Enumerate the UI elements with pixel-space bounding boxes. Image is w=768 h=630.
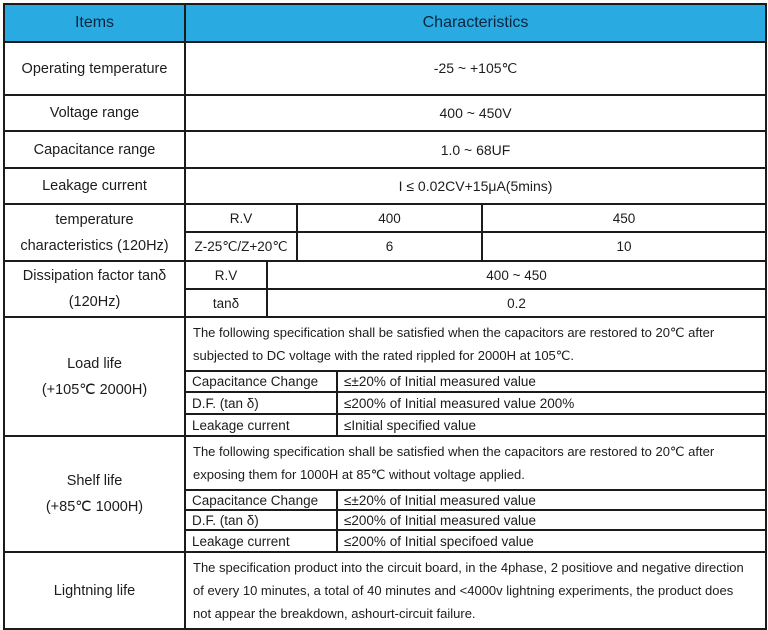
- dissipation-label-line2: (120Hz): [68, 294, 121, 310]
- load-life-label-line2: (+105℃ 2000H): [41, 381, 148, 398]
- row-leakage-current: [4, 168, 766, 204]
- table-header-row: [4, 4, 766, 42]
- dissipation-tand-value: 0.2: [267, 289, 766, 317]
- row-voltage-range: [4, 95, 766, 131]
- temp-characteristics-label-line2: characteristics (120Hz): [20, 237, 169, 254]
- load-life-df-param: D.F. (tan δ): [185, 392, 337, 414]
- load-life-description-line1: The following specification shall be satisfied when the capacitors are restored to 20℃ after: [193, 325, 715, 340]
- shelf-life-df-value: ≤200% of Initial measured value: [337, 510, 766, 530]
- shelf-life-label-line1: Shelf life: [66, 473, 123, 489]
- temp-char-z-450: 10: [482, 232, 766, 261]
- shelf-life-description-line1: The following specification shall be satisfied when the capacitors are restored to 20℃ after: [193, 444, 715, 459]
- row-lightning-life: [4, 552, 766, 629]
- dissipation-rv-param: R.V: [185, 261, 267, 289]
- row-shelf-life-description: [4, 436, 766, 490]
- lightning-life-label: Lightning life: [4, 552, 185, 629]
- header-items-cell: Items: [4, 4, 185, 42]
- dissipation-tand-param: tanδ: [185, 289, 267, 317]
- row-capacitance-range: [4, 131, 766, 168]
- spec-table: [3, 3, 767, 630]
- load-life-df-value: ≤200% of Initial measured value 200%: [337, 392, 766, 414]
- lightning-life-description: [185, 552, 766, 629]
- capacitance-range-value: 1.0 ~ 68UF: [185, 131, 766, 168]
- lightning-life-description-line2: of every 10 minutes, a total of 40 minutes and <4000v lightning experiments, the product does: [193, 583, 734, 598]
- dissipation-label-line1: Dissipation factor tanδ: [22, 268, 167, 284]
- load-life-label: [4, 317, 185, 436]
- capacitance-range-label: Capacitance range: [4, 131, 185, 168]
- shelf-life-capacitance-change-value: ≤±20% of Initial measured value: [337, 490, 766, 510]
- shelf-life-df-param: D.F. (tan δ): [185, 510, 337, 530]
- voltage-range-label: Voltage range: [4, 95, 185, 131]
- temp-char-rv-param: R.V: [185, 204, 297, 232]
- shelf-life-leakage-value: ≤200% of Initial specifoed value: [337, 530, 766, 552]
- temp-char-z-param: Z-25℃/Z+20℃: [185, 232, 297, 261]
- load-life-leakage-value: ≤Initial specified value: [337, 414, 766, 436]
- row-operating-temperature: [4, 42, 766, 95]
- shelf-life-description-line2: exposing them for 1000H at 85℃ without voltage applied.: [193, 467, 525, 482]
- load-life-description: [185, 317, 766, 371]
- voltage-range-value: 400 ~ 450V: [185, 95, 766, 131]
- header-characteristics-cell: Characteristics: [185, 4, 766, 42]
- shelf-life-description: [185, 436, 766, 490]
- leakage-current-label: Leakage current: [4, 168, 185, 204]
- row-temp-characteristics-rv: [4, 204, 766, 232]
- lightning-life-description-line1: The specification product into the circuit board, in the 4phase, 2 positiove and negative direction: [193, 560, 744, 575]
- operating-temperature-value: -25 ~ +105℃: [185, 42, 766, 95]
- load-life-label-line1: Load life: [67, 355, 122, 372]
- temp-char-rv-450: 450: [482, 204, 766, 232]
- row-load-life-description: [4, 317, 766, 371]
- temp-char-rv-400: 400: [297, 204, 482, 232]
- shelf-life-leakage-param: Leakage current: [185, 530, 337, 552]
- temp-char-z-400: 6: [297, 232, 482, 261]
- dissipation-label: [4, 261, 185, 317]
- dissipation-rv-value: 400 ~ 450: [267, 261, 766, 289]
- shelf-life-capacitance-change-param: Capacitance Change: [185, 490, 337, 510]
- lightning-life-description-line3: not appear the breakdown, ashourt-circuit failure.: [193, 606, 476, 621]
- load-life-leakage-param: Leakage current: [185, 414, 337, 436]
- operating-temperature-label: Operating temperature: [4, 42, 185, 95]
- temp-characteristics-label-line1: temperature: [55, 211, 134, 228]
- load-life-capacitance-change-param: Capacitance Change: [185, 371, 337, 392]
- shelf-life-label-line2: (+85℃ 1000H): [45, 499, 144, 515]
- temp-characteristics-label: [4, 204, 185, 261]
- load-life-description-line2: subjected to DC voltage with the rated rippled for 2000H at 105℃.: [193, 348, 574, 363]
- shelf-life-label: [4, 436, 185, 552]
- leakage-current-value: I ≤ 0.02CV+15μA(5mins): [185, 168, 766, 204]
- load-life-capacitance-change-value: ≤±20% of Initial measured value: [337, 371, 766, 392]
- row-dissipation-rv: [4, 261, 766, 289]
